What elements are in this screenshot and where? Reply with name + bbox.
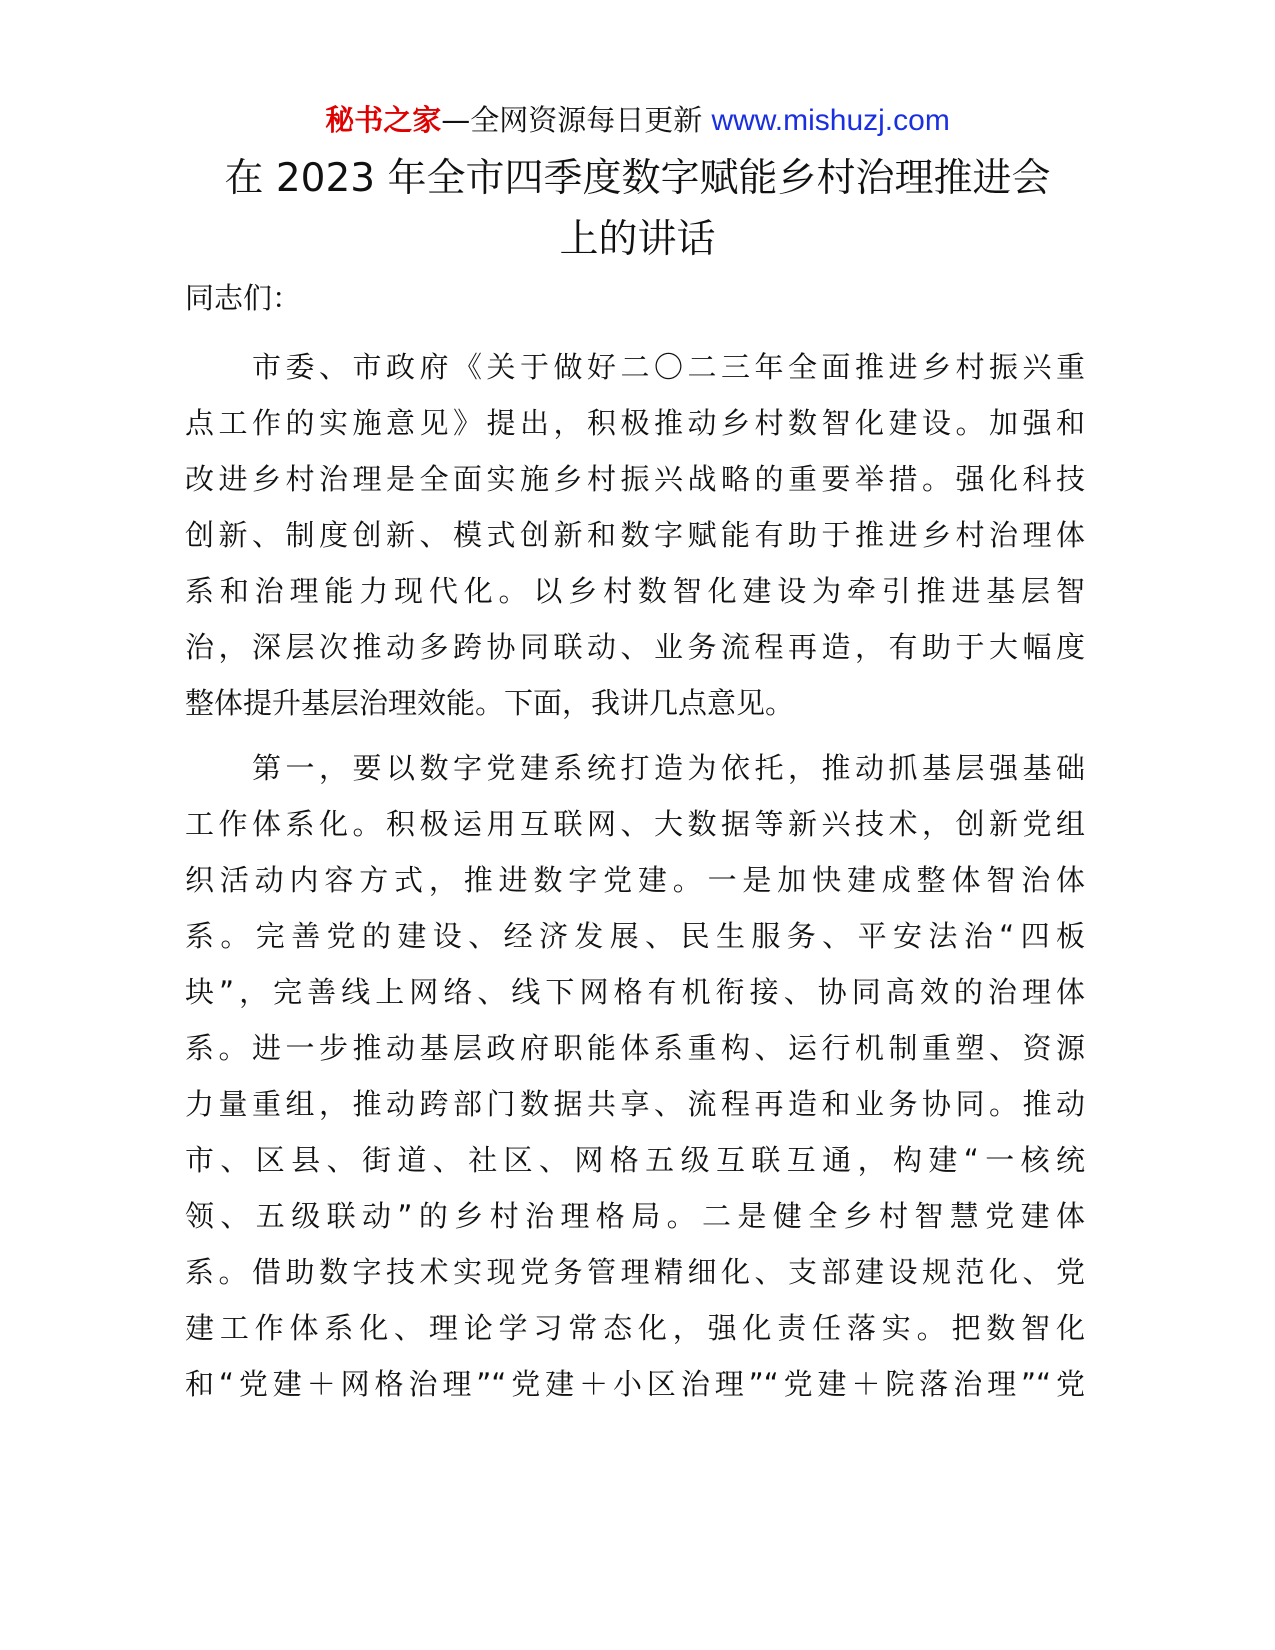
- salutation: 同志们：: [185, 281, 302, 315]
- text-line: 织活动内容方式，推进数字党建。一是加快建成整体智治体: [185, 863, 1085, 897]
- text-line: 系和治理能力现代化。以乡村数智化建设为牵引推进基层智: [185, 574, 1085, 608]
- document-title: [170, 148, 1105, 270]
- text-line: 系。完善党的建设、经济发展、民生服务、平安法治“四板: [185, 919, 1085, 953]
- text-line: 工作体系化。积极运用互联网、大数据等新兴技术，创新党组: [185, 807, 1085, 841]
- header-tagline: —全网资源每日更新: [441, 103, 703, 137]
- text-line: 创新、制度创新、模式创新和数字赋能有助于推进乡村治理体: [185, 518, 1085, 552]
- text-line: 整体提升基层治理效能。下面，我讲几点意见。: [185, 686, 795, 720]
- site-url-link[interactable]: www.mishuzj.com: [711, 104, 950, 137]
- title-line: 在 2023 年全市四季度数字赋能乡村治理推进会: [224, 156, 1051, 201]
- text-line: 系。进一步推动基层政府职能体系重构、运行机制重塑、资源: [185, 1031, 1085, 1065]
- text-line: 市、区县、街道、社区、网格五级互联互通，构建“一核统: [185, 1143, 1085, 1177]
- source-header: [0, 100, 1275, 141]
- text-line: 点工作的实施意见》提出，积极推动乡村数智化建设。加强和: [185, 406, 1085, 440]
- text-line: 第一，要以数字党建系统打造为依托，推动抓基层强基础: [185, 751, 1085, 785]
- text-line: 治，深层次推动多跨协同联动、业务流程再造，有助于大幅度: [185, 630, 1085, 664]
- text-line: 建工作体系化、理论学习常态化，强化责任落实。把数智化: [185, 1311, 1085, 1345]
- title-line: 上的讲话: [559, 217, 716, 262]
- brand-name: 秘书之家: [325, 103, 442, 137]
- text-line: 改进乡村治理是全面实施乡村振兴战略的重要举措。强化科技: [185, 462, 1085, 496]
- body-paragraph-intro: [185, 339, 1085, 731]
- body-paragraph-first-point: [185, 740, 1085, 1412]
- text-line: 市委、市政府《关于做好二〇二三年全面推进乡村振兴重: [185, 350, 1085, 384]
- text-line: 和“党建＋网格治理”“党建＋小区治理”“党建＋院落治理”“党: [185, 1367, 1085, 1401]
- text-line: 系。借助数字技术实现党务管理精细化、支部建设规范化、党: [185, 1255, 1085, 1289]
- text-line: 力量重组，推动跨部门数据共享、流程再造和业务协同。推动: [185, 1087, 1085, 1121]
- text-line: 块”，完善线上网络、线下网格有机衔接、协同高效的治理体: [185, 975, 1085, 1009]
- text-line: 领、五级联动”的乡村治理格局。二是健全乡村智慧党建体: [185, 1199, 1085, 1233]
